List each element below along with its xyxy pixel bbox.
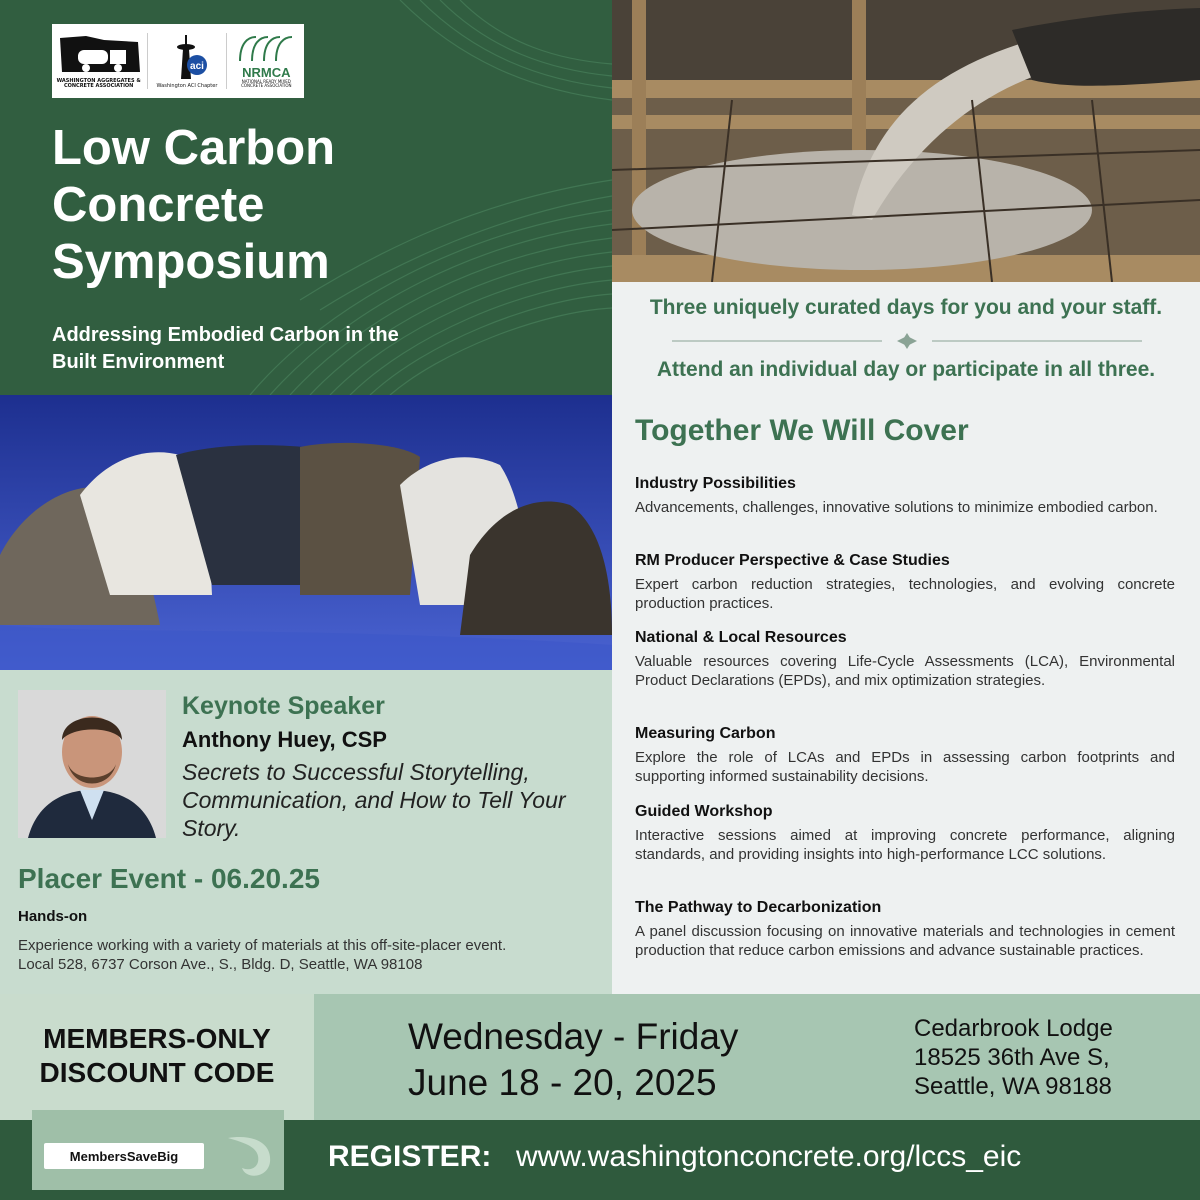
nrmca-arcs-icon — [234, 33, 298, 63]
topic-title: Guided Workshop — [635, 803, 773, 820]
event-venue: Cedarbrook Lodge 18525 36th Ave S, Seattle, WA 98188 — [914, 1015, 1113, 1100]
aci-chapter-logo: aci Washington ACI Chapter — [147, 33, 227, 89]
cover-heading: Together We Will Cover — [635, 414, 969, 447]
topic-description: Explore the role of LCAs and EPDs in assessing carbon footprints and supporting informed sustainability decisions. — [635, 749, 1175, 785]
speaker-portrait-graphic — [18, 690, 166, 838]
concrete-pour-graphic — [612, 0, 1200, 282]
placer-description — [18, 936, 598, 974]
sponsor-logos — [52, 24, 304, 98]
speaker-name: Anthony Huey, CSP — [182, 727, 387, 752]
event-details-band — [0, 994, 1200, 1120]
topic-item — [635, 552, 1175, 613]
topic-title: The Pathway to Decarbonization — [635, 899, 882, 916]
keynote-section — [0, 670, 612, 994]
nrmca-logo: NRMCA NATIONAL READY MIXED CONCRETE ASSOCIATION — [230, 33, 302, 89]
topic-title: National & Local Resources — [635, 629, 847, 646]
topic-description: A panel discussion focusing on innovative materials and technologies in cement production that reduce carbon emissions and advance sustainable practices. — [635, 923, 1175, 959]
discount-code[interactable]: MembersSaveBig — [44, 1143, 204, 1169]
svg-text:aci: aci — [190, 60, 204, 72]
topic-description: Expert carbon reduction strategies, technologies, and evolving concrete production practices. — [635, 576, 1175, 612]
placer-subhead: Hands-on — [18, 908, 88, 925]
placer-desc-text: Experience working with a variety of materials at this off-site-placer event. — [18, 937, 507, 954]
hero-panel — [0, 0, 612, 395]
tagline-attend: Attend an individual day or participate in all three. — [656, 358, 1156, 381]
event-title: Low Carbon Concrete Symposium — [52, 121, 336, 289]
mixer-truck-icon — [56, 32, 142, 76]
wacaa-logo: WASHINGTON AGGREGATES & CONCRETE ASSOCIATION — [54, 32, 144, 90]
topic-description: Advancements, challenges, innovative solutions to minimize embodied carbon. — [635, 499, 1158, 516]
discount-box — [0, 994, 314, 1120]
agenda-panel — [612, 282, 1200, 994]
topic-description: Valuable resources covering Life-Cycle Assessments (LCA), Environmental Product Declarations (EPDs), and mix optimization strategies. — [635, 653, 1175, 689]
tagline-curated-days: Three uniquely curated days for you and your staff. — [649, 296, 1163, 319]
register-footer — [0, 1120, 1200, 1200]
discount-label: MEMBERS-ONLY DISCOUNT CODE — [39, 1023, 275, 1088]
topic-title: Measuring Carbon — [635, 725, 776, 742]
discount-code-card — [32, 1110, 284, 1190]
materials-piles-graphic — [0, 395, 612, 670]
register-link[interactable]: www.washingtonconcrete.org/lccs_eic — [516, 1140, 1022, 1173]
topic-description: Interactive sessions aimed at improving concrete performance, aligning standards, and providing insights into high-performance LCC solutions. — [635, 827, 1175, 863]
speaker-headshot — [18, 690, 166, 838]
topic-item — [635, 475, 1175, 517]
event-dates: Wednesday - Friday June 18 - 20, 2025 — [408, 1016, 739, 1103]
placer-event-title: Placer Event - 06.20.25 — [18, 863, 320, 894]
keynote-talk-title: Secrets to Successful Storytelling, Communication, and How to Tell Your Story. — [182, 759, 566, 841]
register-label: REGISTER: — [328, 1140, 492, 1173]
placer-address: Local 528, 6737 Corson Ave., S., Bldg. D, Seattle, WA 98108 — [18, 956, 423, 973]
topic-item — [635, 803, 1175, 864]
topic-item — [635, 725, 1175, 786]
cement-materials-image — [0, 395, 612, 670]
ornament-divider-icon — [672, 331, 1142, 351]
topic-item — [635, 629, 1175, 690]
topic-title: Industry Possibilities — [635, 475, 796, 492]
space-needle-icon — [157, 33, 217, 81]
concrete-pour-photo — [612, 0, 1200, 282]
keynote-label: Keynote Speaker — [182, 692, 385, 720]
topic-title: RM Producer Perspective & Case Studies — [635, 552, 950, 569]
event-subtitle: Addressing Embodied Carbon in the Built Environment — [52, 324, 399, 373]
peel-curl-icon — [222, 1128, 278, 1184]
topic-item — [635, 899, 1175, 960]
